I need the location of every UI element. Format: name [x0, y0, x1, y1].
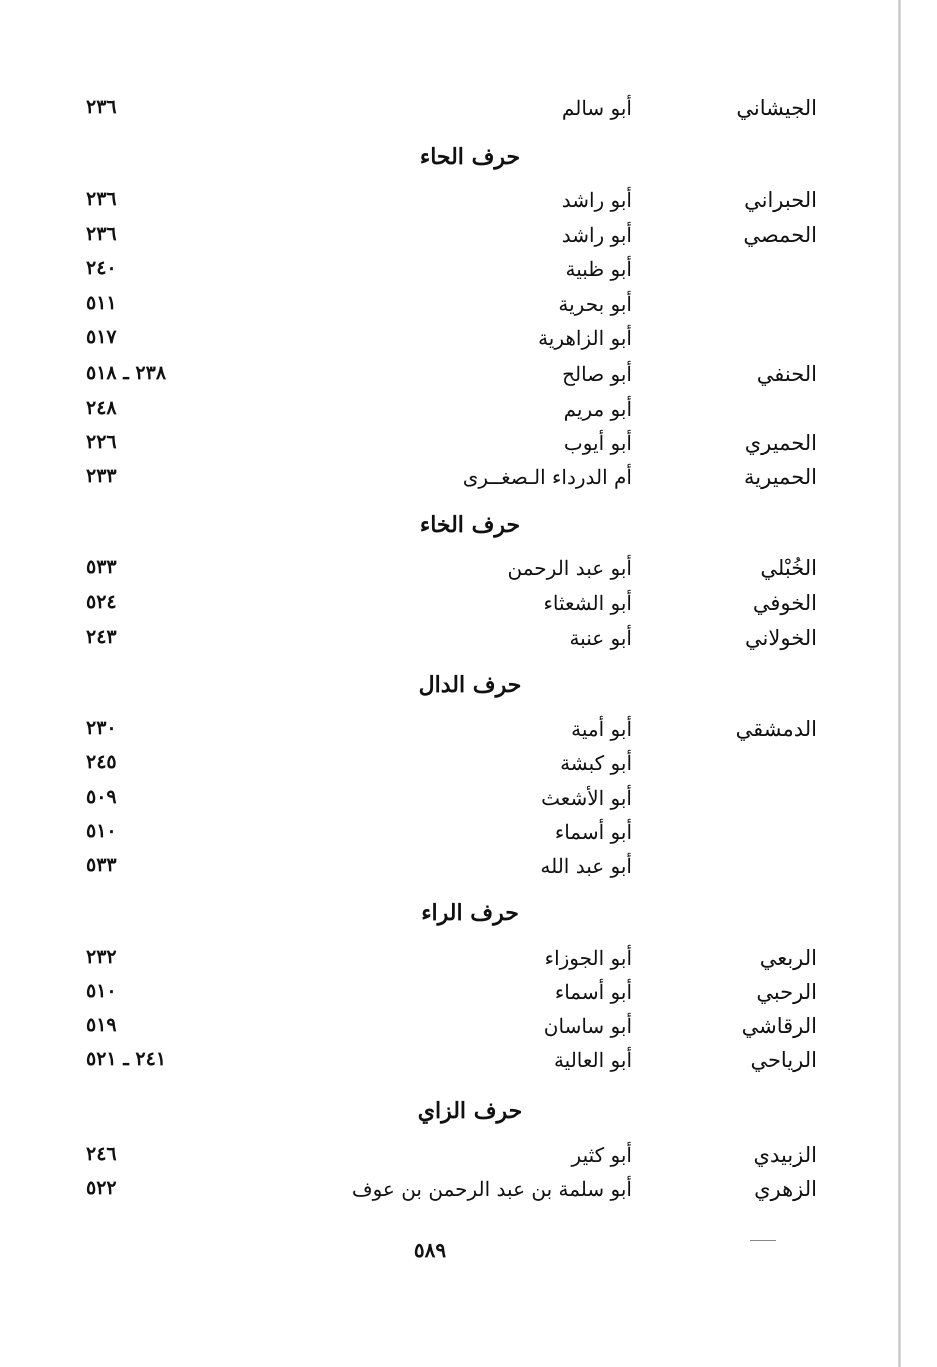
kunya: أبو الشعثاء	[543, 591, 632, 615]
index-row	[0, 980, 937, 1014]
index-row	[0, 1048, 937, 1082]
index-row	[0, 946, 937, 980]
kunya: أبو ظبية	[565, 257, 632, 281]
nisba: الزبيدي	[753, 1143, 817, 1167]
nisba: الخولاني	[745, 626, 817, 650]
nisba: الحنفي	[756, 362, 817, 386]
page-refs: ٥١٩	[86, 1014, 117, 1036]
page-refs: ٥١٠	[86, 820, 117, 842]
nisba: الحمصي	[743, 223, 817, 247]
page-refs: ٢٤٥	[86, 751, 117, 773]
page-refs: ٥٢٢	[86, 1177, 117, 1199]
kunya: أبو كثير	[571, 1143, 632, 1167]
page-refs: ٢٤٦	[86, 1143, 117, 1165]
kunya: أبو الأشعث	[541, 786, 632, 810]
kunya: أبو أمية	[571, 717, 632, 741]
page-refs: ٢٣٣	[86, 465, 117, 487]
page-refs: ٥٠٩	[86, 786, 117, 808]
kunya: أبو أسماء	[554, 980, 632, 1004]
nisba: الرقاشي	[741, 1014, 817, 1038]
nisba: الرياحي	[750, 1048, 817, 1072]
index-row	[0, 751, 937, 785]
nisba: الحميري	[744, 431, 817, 455]
kunya: أم الدرداء الـصغــرى	[462, 465, 632, 489]
kunya: أبو كبشة	[560, 751, 632, 775]
section-heading: حرف الدال	[418, 672, 522, 698]
page-refs: ٢٤٠	[86, 257, 117, 279]
kunya: أبو سالم	[561, 96, 632, 120]
nisba: الرحبي	[756, 980, 817, 1004]
index-row	[0, 591, 937, 625]
section-heading: حرف الزاي	[417, 1098, 523, 1124]
kunya: أبو بحرية	[558, 292, 632, 316]
nisba: الدمشقي	[735, 717, 817, 741]
index-row	[0, 626, 937, 660]
section-heading: حرف الحاء	[419, 144, 521, 170]
index-row	[0, 326, 937, 360]
index-row	[0, 820, 937, 854]
kunya: أبو مريم	[563, 397, 632, 421]
page-refs: ٥١١	[86, 292, 117, 314]
page-refs: ٢٣٦	[86, 188, 117, 210]
page-refs: ٢٣٢	[86, 946, 117, 968]
kunya: أبو صالح	[562, 362, 632, 386]
section-heading: حرف الراء	[421, 900, 519, 926]
index-row	[0, 465, 937, 499]
decorative-dash	[750, 1240, 776, 1241]
nisba: الحبراني	[744, 188, 817, 212]
index-row	[0, 397, 937, 431]
kunya: أبو ساسان	[543, 1014, 632, 1038]
index-row	[0, 786, 937, 820]
page-refs: ٥٢٤	[86, 591, 117, 613]
kunya: أبو الزاهرية	[538, 326, 632, 350]
nisba: الخُبْلي	[760, 556, 817, 580]
page-refs: ٢٣٦	[86, 96, 117, 118]
kunya: أبو راشد	[561, 223, 632, 247]
kunya: أبو أسماء	[554, 820, 632, 844]
nisba: الحميرية	[744, 465, 817, 489]
index-row	[0, 362, 937, 396]
nisba: الربعي	[759, 946, 817, 970]
page-refs: ٢٤١ ـ ٥٢١	[86, 1048, 167, 1070]
nisba: الخوفي	[752, 591, 817, 615]
index-row	[0, 717, 937, 751]
page-refs: ٥١٧	[86, 326, 117, 348]
index-row	[0, 1143, 937, 1177]
page-refs: ٢٤٣	[86, 626, 117, 648]
nisba: الجيشاني	[736, 96, 817, 120]
kunya: أبو عنبة	[569, 626, 632, 650]
kunya: أبو سلمة بن عبد الرحمن بن عوف	[351, 1177, 632, 1201]
page-refs: ٢٤٨	[86, 397, 117, 419]
index-row	[0, 96, 937, 130]
index-row	[0, 1177, 937, 1211]
page-refs: ٢٣٨ ـ ٥١٨	[86, 362, 167, 384]
kunya: أبو راشد	[561, 188, 632, 212]
page-refs: ٥٣٣	[86, 556, 117, 578]
page-refs: ٥١٠	[86, 980, 117, 1002]
kunya: أبو عبد الرحمن	[507, 556, 632, 580]
index-row	[0, 188, 937, 222]
index-row	[0, 292, 937, 326]
index-row	[0, 431, 937, 465]
nisba: الزهري	[754, 1177, 817, 1201]
page-refs: ٢٣٠	[86, 717, 117, 739]
index-row	[0, 223, 937, 257]
page-refs: ٢٣٦	[86, 223, 117, 245]
kunya: أبو عبد الله	[540, 854, 632, 878]
index-row	[0, 556, 937, 590]
page-refs: ٢٢٦	[86, 431, 117, 453]
kunya: أبو العالية	[553, 1048, 632, 1072]
page-number: ٥٨٩	[413, 1238, 447, 1262]
index-row	[0, 1014, 937, 1048]
index-row	[0, 257, 937, 291]
kunya: أبو الجوزاء	[544, 946, 632, 970]
page-refs: ٥٣٣	[86, 854, 117, 876]
section-heading: حرف الخاء	[419, 512, 521, 538]
index-row	[0, 854, 937, 888]
kunya: أبو أيوب	[563, 431, 632, 455]
